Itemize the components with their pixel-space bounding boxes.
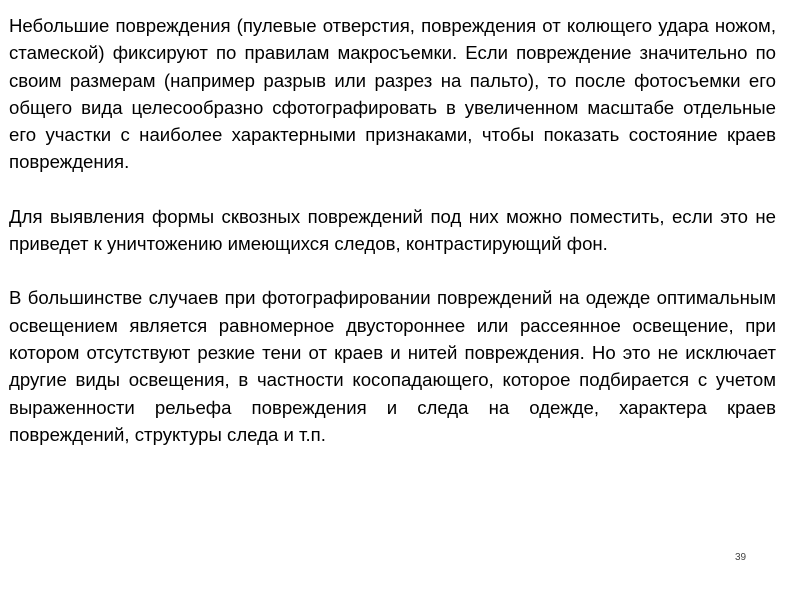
paragraph-macro-photography: Небольшие повреждения (пулевые отверстия, повреждения от колющего удара ножом, стамеской) фиксируют по правилам макросъемки. Если повреждение значительно по своим размерам (например разрыв или разрез на пальто), то после фотосъемки его общего вида целесообразно сфотографировать в увеличенном масштабе отдельные его участки с наиболее характерными признаками, чтобы показать состояние краев повреждения.: [9, 15, 776, 173]
page-number: 39: [735, 552, 747, 563]
slide-body: [9, 12, 776, 448]
paragraph-lighting: В большинстве случаев при фотографировании повреждений на одежде оптимальным освещением является равномерное двустороннее или рассеянное освещение, при котором отсутствуют резкие тени от краев и нитей повреждения. Но это не исключает другие виды освещения, в частности косопадающего, которое подбирается с учетом выраженности рельефа повреждения и следа на одежде, характера краев повреждений, структуры следа и т.п.: [9, 287, 776, 445]
paragraph-through-damage-background: Для выявления формы сквозных повреждений под них можно поместить, если это не приведет к уничтожению имеющихся следов, контрастирующий фон.: [9, 205, 776, 255]
